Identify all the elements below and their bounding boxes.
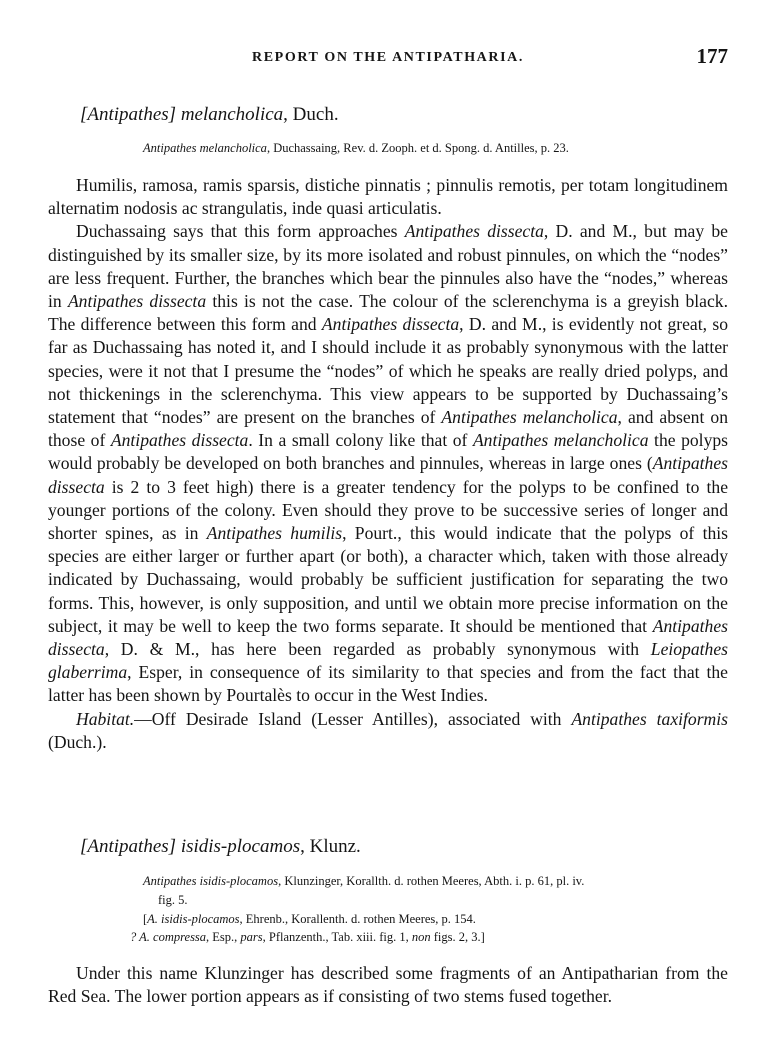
reference-note: pars [240,930,263,944]
synonymy-line [130,930,485,945]
reference-note: non [411,930,431,944]
reference-text: figs. 2, 3.] [430,930,485,944]
query-mark: ? [130,930,140,944]
text-run: the polyps would probably be developed on both branches and pinnules, whereas in large ones ( [48,430,729,474]
taxon-name: Antipathes melancholica [441,407,618,428]
reference-text: , Duchassaing, Rev. d. Zooph. et d. Spong. d. Antilles, p. 23. [266,141,569,155]
heading-author: , Duch. [283,104,339,125]
text-run: this is not the case. The colour of the sclerenchyma is a greyish black. The difference between this form and [48,291,728,335]
habitat-label: Habitat. [76,708,135,729]
taxon-name: Antipathes dissecta [110,430,249,451]
synonymy-line [143,912,476,927]
synonymy-line-continued [158,893,188,908]
species-heading-isidis-plocamos [80,836,361,858]
heading-genus: [Antipathes] [80,836,177,857]
reference-text: , Pflanzenth., Tab. xiii. fig. 1, [262,930,412,944]
page-header [48,44,728,70]
reference-name: A. compressa [139,930,207,944]
taxon-name: Antipathes melancholica [472,430,649,451]
taxon-name: Antipathes dissecta [48,453,728,497]
bracket: [ [143,912,148,926]
taxon-name: Antipathes taxiformis [571,708,729,729]
text-run: is 2 to 3 feet high) there is a greater tendency for the polyps to be confined to the younger portions of the colony. Even should they prove to be successive series of longer and shorter spines, as in [48,476,728,544]
text-run: , Pourt., this would indicate that the polyps of this species are either larger or further apart (or both), a character which, taken with those already indicated by Duchassaing, would probably be sufficient justification for separating the two forms. This, however, is only supposition, and until we obtain more precise information on the subject, it may be well to keep the two forms separate. It should be mentioned that [48,523,728,636]
text-run: Duchassaing says that this form approaches [76,221,405,242]
species-heading-melancholica [80,104,339,126]
taxon-name: Antipathes dissecta [404,221,544,242]
heading-species: melancholica [176,104,284,125]
heading-species: isidis-plocamos [176,836,301,857]
section1-body [48,174,728,754]
habitat-text: —Off Desirade Island (Lesser Antilles), associated with [134,708,572,729]
reference-text: fig. 5. [158,893,188,907]
body-paragraph: Under this name Klunzinger has described some fragments of an Antipatharian from the Red Sea. The lower portion appears as if consisting of two stems fused together. [48,963,728,1007]
synonymy-line [143,874,584,889]
reference-text: , Klunzinger, Korallth. d. rothen Meeres, Abth. i. p. 61, pl. iv. [278,874,585,888]
page-number: 177 [696,44,728,68]
text-run: , D. and M., is evidently not great, so far as Duchassaing has noted it, and I should include it as probably synonymous with the latter species, were it not that I presume the “nodes” of which he speaks are really dried polyps, and not thickenings in the sclerenchyma. This view appears to be supported by Duchassaing’s statement that “nodes” are present on the branches of [48,314,728,428]
reference-name: Antipathes melancholica [143,141,267,155]
latin-description: Humilis, ramosa, ramis sparsis, distiche pinnatis ; pinnulis remotis, per totam longitudinem alternatim nodosis ac strangulatis, inde quasi articulatis. [48,175,728,219]
section2-body [48,962,728,1008]
taxon-name: Antipathes humilis [206,523,343,544]
taxon-name: Antipathes dissecta [67,291,207,312]
reference-text: , Esp., [206,930,241,944]
heading-author: , Klunz. [300,836,361,857]
text-run: , D. and M., but may be distinguished by its smaller size, by its more isolated and robust pinnules, on which the “nodes” are less frequent. Further, the branches which bear the pinnules also have the “nodes,” whereas in [48,221,728,312]
reference-name: A. isidis-plocamos [147,912,240,926]
reference-name: Antipathes isidis-plocamos [143,874,279,888]
text-run: . In a small colony like that of [248,430,473,451]
heading-genus: [Antipathes] [80,104,177,125]
running-title: REPORT ON THE ANTIPATHARIA. [252,50,524,65]
habitat-end: (Duch.). [48,731,107,752]
text-run: , Esper, in consequence of its similarity to that species and from the fact that the latter has been shown by Pourtalès to occur in the West Indies. [48,662,728,706]
text-run: , D. & M., has here been regarded as probably synonymous with [104,639,651,660]
taxon-name: Antipathes dissecta [321,314,460,335]
taxon-name: Leiopathes glaberrima [48,639,728,683]
discussion-paragraph [48,220,728,707]
reference-text: , Ehrenb., Korallenth. d. rothen Meeres, p. 154. [239,912,476,926]
text-run: , and absent on those of [48,407,728,451]
habitat-paragraph [48,708,728,754]
synonymy-line [143,141,569,156]
taxon-name: Antipathes dissecta [48,615,728,660]
